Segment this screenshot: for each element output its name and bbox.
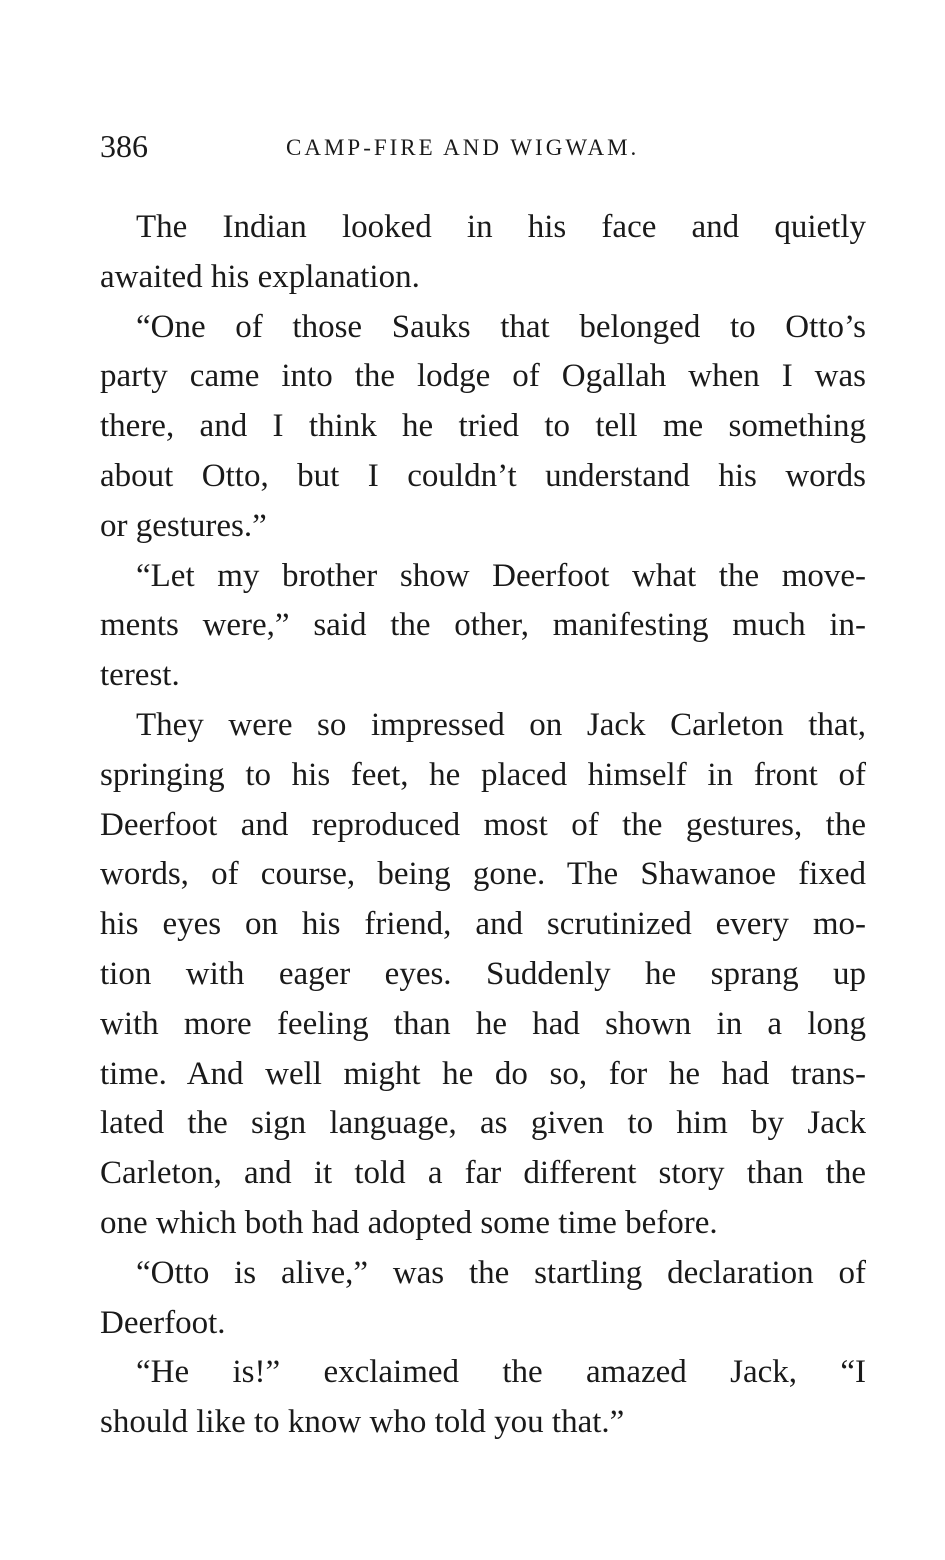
text-line: should like to know who told you that.” [100,1404,625,1441]
text-line: there, and I think he tried to tell me something [100,408,866,445]
text-line: ments were,” said the other, manifesting much in- [100,607,866,644]
text-line: time. And well might he do so, for he had trans- [100,1055,866,1092]
text-line: party came into the lodge of Ogallah when I was [100,358,866,395]
text-line: Deerfoot and reproduced most of the gestures, the [100,806,866,843]
text-line: “Let my brother show Deerfoot what the move- [136,557,866,594]
text-line: springing to his feet, he placed himself in front of [100,756,866,793]
text-line: The Indian looked in his face and quietly [136,209,866,245]
paragraph [100,303,866,552]
body-text [100,203,866,1448]
paragraph [100,701,866,1249]
text-line: about Otto, but I couldn’t understand his words [100,457,866,494]
text-line: awaited his explanation. [100,258,420,295]
text-line: terest. [100,657,180,694]
paragraph [100,1348,866,1448]
text-line: his eyes on his friend, and scrutinized every mo- [100,906,866,943]
paragraph [100,203,866,303]
text-line: words, of course, being gone. The Shawanoe fixed [100,856,866,893]
text-line: “He is!” exclaimed the amazed Jack, “I [136,1354,866,1391]
text-line: Deerfoot. [100,1304,226,1341]
text-line: one which both had adopted some time before. [100,1204,718,1241]
running-title: CAMP-FIRE AND WIGWAM. [286,135,640,160]
text-line: with more feeling than he had shown in a long [100,1005,866,1042]
paragraph [100,552,866,701]
text-line: They were so impressed on Jack Carleton that, [136,706,866,743]
text-line: or gestures.” [100,507,267,544]
text-line: “Otto is alive,” was the startling declaration of [136,1254,866,1291]
page-number: 386 [100,128,148,164]
text-line: lated the sign language, as given to him by Jack [100,1105,866,1142]
text-line: Carleton, and it told a far different story than the [100,1155,866,1192]
running-head [100,126,870,166]
text-line: “One of those Sauks that belonged to Otto’s [136,308,866,345]
paragraph [100,1249,866,1349]
text-line: tion with eager eyes. Suddenly he sprang up [100,955,866,992]
